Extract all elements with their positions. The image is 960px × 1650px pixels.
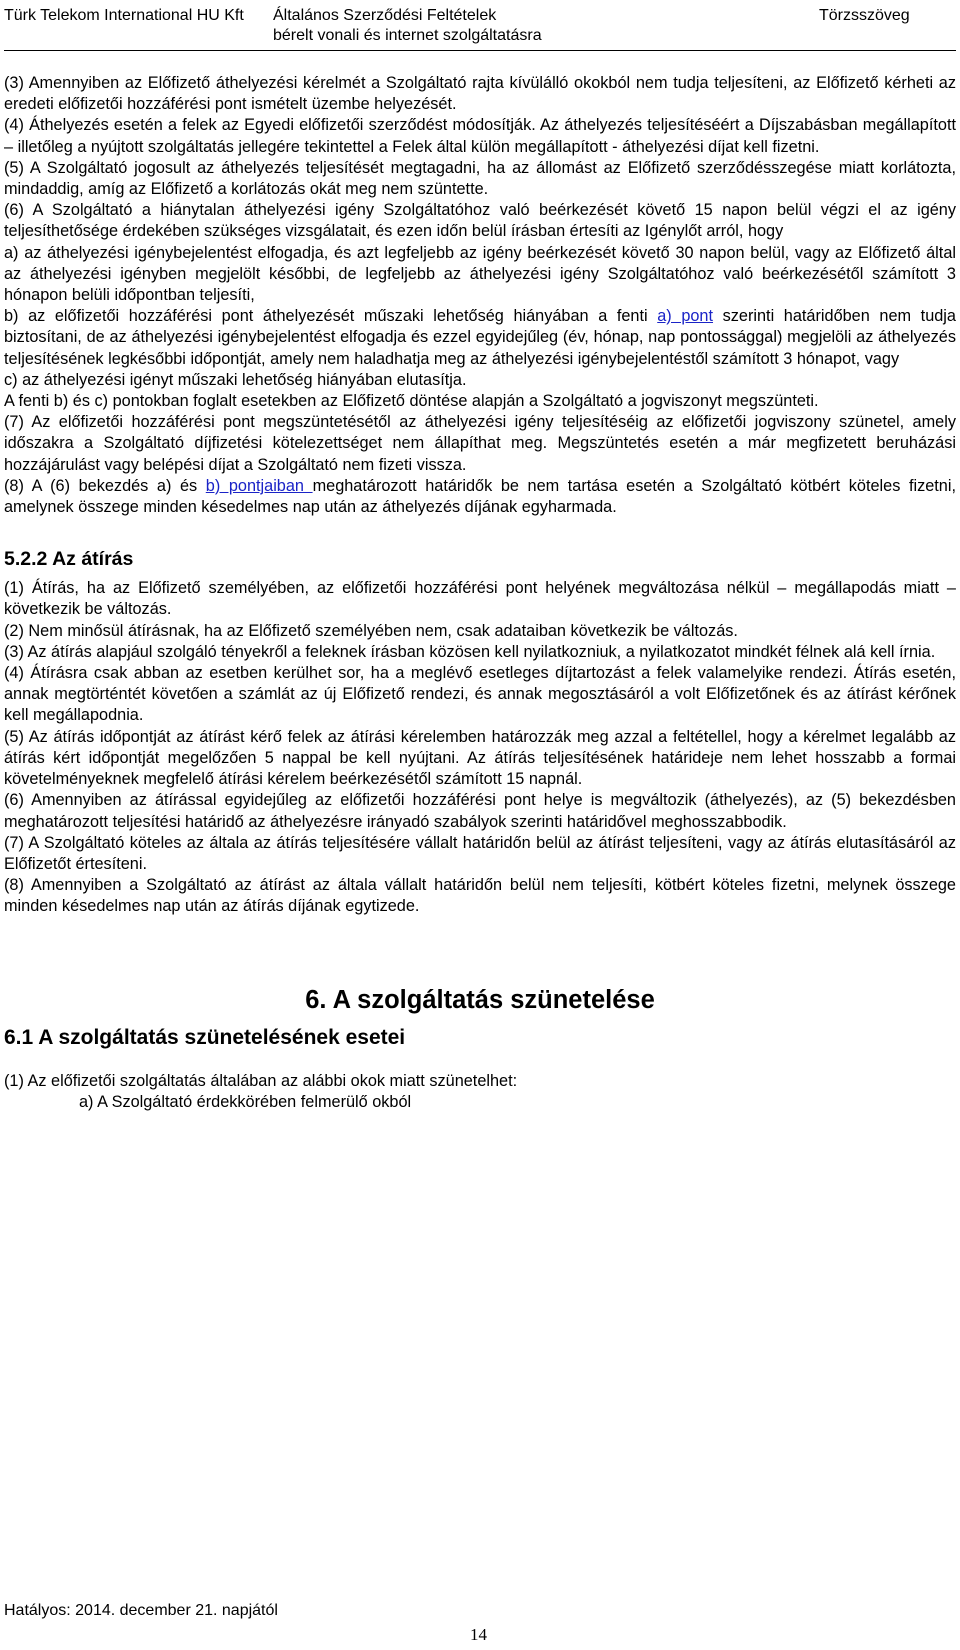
section-heading-61: 6.1 A szolgáltatás szünetelésének esetei — [4, 1025, 406, 1049]
paragraph-8-text-start: (8) A (6) bekezdés a) és — [4, 476, 206, 495]
transfer-paragraph-2: (2) Nem minősül átírásnak, ha az Előfizető személyében nem, csak adataiban következik be változás. — [4, 621, 738, 640]
transfer-paragraph-3: (3) Az átírás alapjául szolgáló tényekről a feleknek írásban közösen kell nyilatkozniuk, a nyilatkozatot mindkét félnek alá kell írnia. — [4, 642, 936, 661]
header-company: Türk Telekom International HU Kft — [4, 7, 244, 24]
paragraph-8-text-end: meghatározott határidők be nem tartása esetén a Szolgáltató kötbért köteles fizetni, amelynek összege minden késedelmes nap után az áthelyezés díjának egyharmada. — [4, 476, 956, 517]
point-b-link[interactable]: b) pontjaiban — [205, 476, 313, 495]
paragraph-6: (6) A Szolgáltató a hiánytalan áthelyezési igény Szolgáltatóhoz való beérkezését követő 15 napon belül végzi el az igény teljesíthetősége érdekében szükséges vizsgálatait, és ezen időn belül írásban értesíti az Igénylőt arról, hogy — [4, 201, 956, 241]
suspension-paragraph-1: (1) Az előfizetői szolgáltatás általában az alábbi okok miatt szünetelhet: — [4, 1071, 518, 1090]
footer-effective-date: Hatályos: 2014. december 21. napjától — [4, 1602, 278, 1619]
chapter-heading-6: 6. A szolgáltatás szünetelése — [305, 985, 655, 1014]
paragraph-6a: a) az áthelyezési igénybejelentést elfogadja, és azt legfeljebb az igény beérkezését követő 30 napon belül, vagy az Előfizető által az áthelyezési igényben megjelölt későbbi, de legfeljebb az áthelyezési igény Szolgáltatóhoz való beérkezésétől számított 3 hónapon belüli időpontban teljesíti, — [4, 243, 956, 305]
paragraph-6b-text-end: szerinti határidőben nem tudja biztosítani, de az áthelyezési igénybejelentést elfogadja és ezzel egyidejűleg (év, hónap, nap pontossággal) megjelöli az áthelyezés teljesítésének legkésőbbi időpontját, amely nem haladhatja meg az áthelyezési igénybejelentéstől számított 3 hónapot, vagy — [4, 307, 956, 368]
paragraph-6b-text-start: b) az előfizetői hozzáférési pont áthelyezését műszaki lehetőség hiányában a fenti — [4, 307, 658, 326]
paragraph-3: (3) Amennyiben az Előfizető áthelyezési kérelmét a Szolgáltató rajta kívülálló okokból nem tudja teljesíteni, az Előfizető kérheti az eredeti előfizetői hozzáférési pont ismételt üzembe helyezését. — [4, 74, 956, 114]
paragraph-6c: c) az áthelyezési igényt műszaki lehetőség hiányában elutasítja. — [4, 370, 467, 389]
paragraph-6b — [4, 306, 956, 370]
header-title: Általános Szerződési Feltételek — [273, 7, 497, 24]
paragraph-6-closing: A fenti b) és c) pontokban foglalt esetekben az Előfizető döntése alapján a Szolgáltató a jogviszonyt megszünteti. — [4, 392, 819, 411]
paragraph-7: (7) Az előfizetői hozzáférési pont megszüntetésétől az áthelyezési igény teljesítéséig az előfizetői jogviszony szünetel, amely időszakra a Szolgáltató díjfizetési kötelezettséget nem állapíthat meg. Megszüntetés esetén a már megfizetett beruházási hozzájárulást vagy belépési díjat a Szolgáltató nem fizeti vissza. — [4, 413, 956, 474]
transfer-paragraph-4: (4) Átírásra csak abban az esetben kerülhet sor, ha a meglévő esetleges díjtartozást a felek valamelyike rendezi. Átírás esetén, annak megtörténtét követően a számlát az új Előfizető rendezi, és annak megosztásáról a volt Előfizetőnek és az átírást kérőnek kell megállapodnia. — [4, 664, 956, 725]
point-a-link[interactable]: a) pont — [657, 307, 714, 326]
header-section-label: Törzsszöveg — [819, 7, 910, 24]
document-body — [4, 73, 956, 1113]
page-number: 14 — [470, 1625, 487, 1644]
transfer-paragraph-8: (8) Amennyiben a Szolgáltató az átírást az általa vállalt határidőn belül nem teljesíti, kötbért köteles fizetni, melynek összege minden késedelmes nap után az átírás díjának egytizede. — [4, 876, 956, 916]
suspension-item-a: a) A Szolgáltató érdekkörében felmerülő okból — [79, 1092, 412, 1111]
transfer-paragraph-6: (6) Amennyiben az átírással egyidejűleg az előfizetői hozzáférési pont helye is megváltozik (áthelyezés), az (5) bekezdésben meghatározott teljesítési határidő az áthelyezésre irányadó szabályok szerinti határidővel meghosszabbodik. — [4, 791, 956, 831]
page-header — [0, 6, 960, 50]
header-divider — [4, 50, 956, 51]
transfer-paragraph-7: (7) A Szolgáltató köteles az általa az átírás teljesítésére vállalt határidőn belül az átírást teljesíteni, vagy az átírás elutasításáról az Előfizetőt értesíteni. — [4, 833, 956, 873]
paragraph-4: (4) Áthelyezés esetén a felek az Egyedi előfizetői szerződést módosítják. Az áthelyezés teljesítéséért a Díjszabásban megállapított – illetőleg a nyújtott szolgáltatás jellegére tekintettel a Felek által külön megállapított - áthelyezési díjat kell fizetni. — [4, 116, 956, 156]
section-heading-522: 5.2.2 Az átírás — [4, 548, 134, 571]
transfer-paragraph-5: (5) Az átírás időpontját az átírást kérő felek az átírási kérelemben határozzák meg azzal a feltétellel, hogy a kérelmet legalább az átírás kért időpontját megelőzően 5 nappal be kell nyújtani. Az átírás teljesítésének határideje nem lehet hosszabb a formai követelményeknek megfelelő átírási kérelem beérkezésétől számított 15 napnál. — [4, 727, 956, 789]
transfer-paragraph-1: (1) Átírás, ha az Előfizető személyében, az előfizetői hozzáférési pont helyének megváltozása nélkül – megállapodás miatt – következik be változás. — [4, 579, 956, 619]
header-subtitle: bérelt vonali és internet szolgáltatásra — [273, 27, 542, 44]
paragraph-8 — [4, 476, 956, 518]
paragraph-5: (5) A Szolgáltató jogosult az áthelyezés teljesítését megtagadni, ha az állomást az Előfizető szerződésszegése miatt korlátozta, mindaddig, amíg az Előfizető a korlátozás okát meg nem szüntette. — [4, 158, 956, 199]
